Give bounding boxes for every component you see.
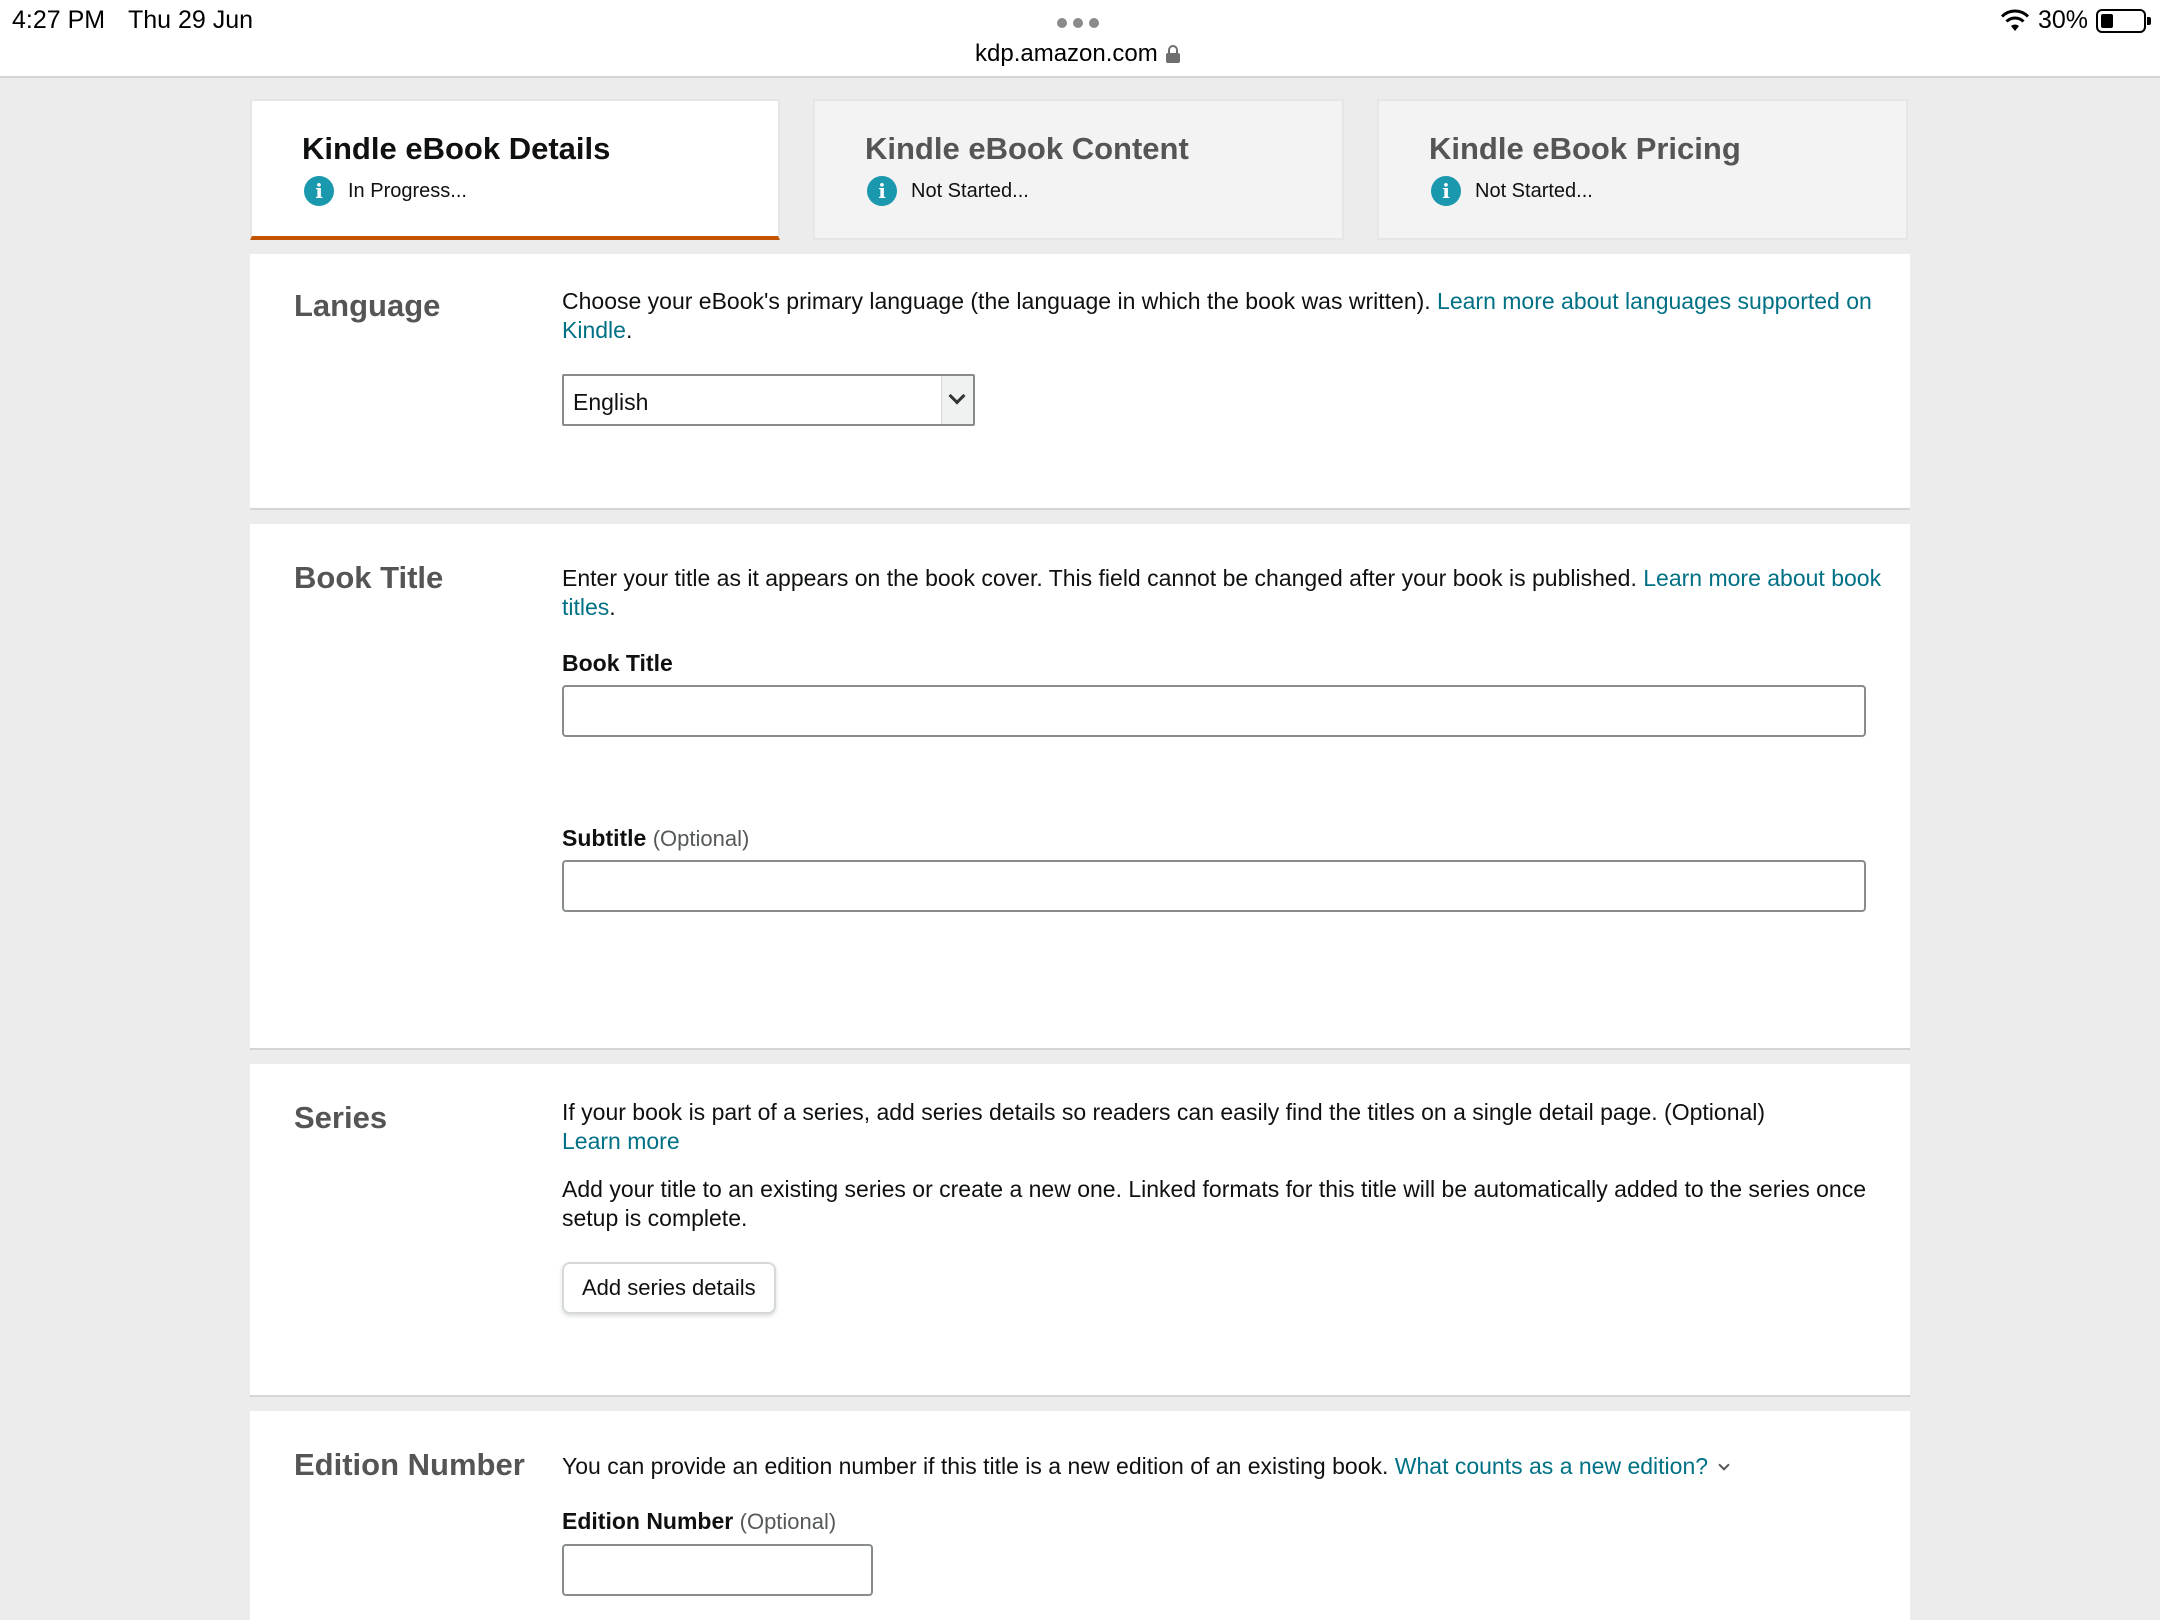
series-learn-more-link[interactable]: Learn more (562, 1128, 680, 1154)
tab-ebook-details[interactable] (250, 99, 780, 240)
add-series-details-button[interactable]: Add series details (562, 1262, 776, 1314)
lock-icon (1166, 45, 1180, 63)
select-value: English (573, 389, 649, 415)
wifi-icon (2000, 9, 2030, 33)
status-right (2000, 6, 2146, 35)
description-text: Enter your title as it appears on the book cover. This field cannot be changed after your book is published. (562, 565, 1637, 591)
chevron-down-icon (949, 388, 966, 405)
tab-status (304, 176, 467, 206)
info-icon: i (304, 176, 334, 206)
new-edition-link[interactable] (1395, 1453, 1728, 1479)
description-text: You can provide an edition number if this title is a new edition of an existing book. (562, 1453, 1389, 1479)
edition-number-section (250, 1411, 1910, 1620)
optional-label: (Optional) (739, 1509, 837, 1534)
language-description: Choose your eBook's primary language (the language in which the book was written). Learn more about languages supported on Kindle. (562, 288, 1872, 343)
languages-link[interactable]: Learn more about languages supported on Kindle (562, 288, 1872, 343)
tab-ebook-pricing[interactable] (1377, 99, 1908, 240)
tab-status-text: In Progress... (348, 179, 467, 202)
edition-number-input[interactable] (562, 1544, 873, 1596)
new-edition-link-text: What counts as a new edition? (1394, 1453, 1709, 1479)
tab-status (1431, 176, 1593, 206)
description-text: If your book is part of a series, add series details so readers can easily find the titles on a single detail page. (Optional) (562, 1099, 1766, 1125)
subtitle-label (562, 825, 749, 852)
tab-title: Kindle eBook Pricing (1429, 131, 1741, 166)
subtitle-label-text: Subtitle (562, 825, 647, 851)
edition-number-label (562, 1508, 836, 1535)
series-section (250, 1064, 1910, 1397)
language-select[interactable] (562, 374, 975, 426)
description-text: Choose your eBook's primary language (the language in which the book was written). (562, 288, 1431, 314)
book-title-section (250, 524, 1910, 1050)
status-date: Thu 29 Jun (128, 6, 254, 34)
section-heading: Edition Number (294, 1447, 525, 1482)
series-description (562, 1098, 1882, 1156)
book-titles-link[interactable]: Learn more about book titles (562, 565, 1882, 620)
select-arrow[interactable] (941, 376, 973, 424)
tab-title: Kindle eBook Details (302, 131, 611, 166)
tab-status (867, 176, 1029, 206)
tab-title: Kindle eBook Content (865, 131, 1189, 166)
edition-description (562, 1452, 1882, 1481)
chevron-down-icon (1718, 1459, 1729, 1470)
section-heading: Language (294, 288, 441, 323)
subtitle-input[interactable] (562, 860, 1866, 912)
book-title-description: Enter your title as it appears on the book cover. This field cannot be changed after your book is published. Learn more about book titles. (562, 565, 1882, 620)
battery-icon (2096, 9, 2146, 33)
language-section (250, 254, 1910, 510)
tab-status-text: Not Started... (1475, 179, 1593, 202)
tab-ebook-content[interactable] (813, 99, 1344, 240)
section-heading: Series (294, 1100, 388, 1135)
tab-status-text: Not Started... (911, 179, 1029, 202)
info-icon: i (1431, 176, 1461, 206)
status-bar (0, 0, 2160, 78)
status-time: 4:27 PM (12, 6, 106, 34)
series-description-2: Add your title to an existing series or create a new one. Linked formats for this title will be automatically added to the series once setup is complete. (562, 1176, 1867, 1231)
info-icon: i (867, 176, 897, 206)
edition-number-label-text: Edition Number (562, 1508, 734, 1534)
battery-percent: 30% (2037, 6, 2088, 34)
optional-label: (Optional) (652, 826, 750, 851)
book-title-label: Book Title (562, 650, 673, 676)
address-bar[interactable] (975, 40, 1180, 68)
url-text: kdp.amazon.com (975, 40, 1158, 67)
book-title-input[interactable] (562, 685, 1866, 737)
multitasking-dots-icon[interactable] (1057, 18, 1099, 28)
section-heading: Book Title (294, 560, 444, 595)
